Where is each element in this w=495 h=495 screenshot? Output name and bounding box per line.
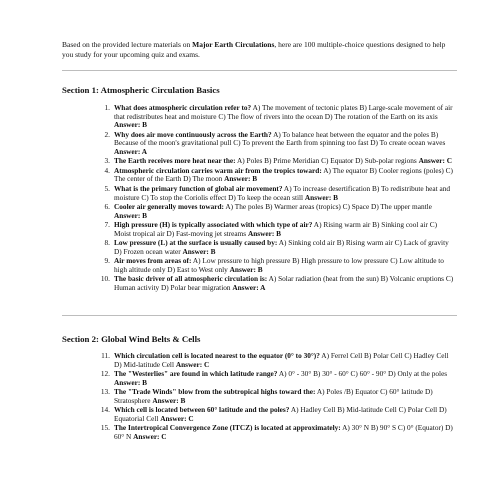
question-answer: Answer: C [175, 359, 210, 369]
question-text: Cooler air generally moves toward: [114, 201, 224, 211]
divider-middle [62, 315, 457, 316]
question-options: A) Sinking cold air B) Rising warm air C) Lack of gravity D) Frozen ocean water [114, 238, 449, 256]
section-1-title: Section 1: Atmospheric Circulation Basics [62, 85, 220, 95]
question-text: High pressure (H) is typically associated with which type of air? [114, 220, 313, 230]
question-options: A) 0° - 30° B) 30° - 60° C) 60° - 90° D) Only at the poles [278, 369, 448, 379]
question-item [62, 424, 455, 441]
intro-paragraph [62, 40, 457, 60]
question-answer: Answer: B [182, 246, 216, 256]
question-text: Why does air move continuously across the Earth? [114, 129, 272, 139]
question-options: A) The movement of tectonic plates B) Large-scale movement of air that redistributes heat and moisture C) The flow of rivers into the ocean D) The rotation of the Earth on its axis [114, 103, 453, 121]
question-text: The Intertropical Convergence Zone (ITCZ) is located at approximately: [114, 423, 341, 433]
question-item [62, 257, 455, 274]
question-answer: Answer: C [418, 156, 453, 166]
question-text: Air moves from areas of: [114, 256, 192, 266]
question-number: 14. [100, 405, 110, 415]
divider-top [62, 70, 457, 71]
section-2-question-list [62, 352, 455, 442]
question-options: A) Low pressure to high pressure B) High pressure to low pressure C) Low altitude to high altitude only D) East to West only [114, 256, 444, 274]
question-item [62, 275, 455, 292]
question-text: The Earth receives more heat near the: [114, 156, 236, 166]
question-text: The "Westerlies" are found in which latitude range? [114, 369, 278, 379]
question-options: A) The poles B) Warmer areas (tropics) C) Space D) The upper mantle [225, 201, 432, 211]
question-number: 5. [104, 183, 110, 193]
question-answer: Answer: B [114, 120, 148, 130]
question-item [62, 352, 455, 369]
question-options: A) To increase desertification B) To redistribute heat and moisture C) To stop the Coriolis effect D) To keep the ocean still [114, 183, 450, 202]
question-options: A) Ferrel Cell B) Polar Cell C) Hadley Cell D) Mid-latitude Cell [114, 351, 449, 369]
question-answer: Answer: C [160, 413, 194, 423]
question-answer: Answer: A [232, 282, 266, 292]
question-text: The basic driver of all atmospheric circulation is: [114, 274, 268, 284]
question-item [62, 167, 455, 184]
question-answer: Answer: C [133, 431, 167, 441]
question-options: A) Solar radiation (heat from the sun) B) Volcanic eruptions C) Human activity D) Polar bear migration [114, 274, 454, 292]
question-options: A) To balance heat between the equator and the poles B) Because of the moon's gravitational pull C) To prevent the Earth from spinning too fast D) To create ocean waves [114, 129, 446, 148]
question-number: 15. [100, 423, 110, 433]
question-number: 3. [104, 156, 110, 166]
question-number: 6. [104, 201, 110, 211]
question-answer: Answer: B [224, 174, 258, 184]
question-text: Low pressure (L) at the surface is usually caused by: [114, 238, 278, 248]
question-text: Which cell is located between 60° latitude and the poles? [114, 405, 290, 415]
question-item [62, 185, 455, 202]
question-options: A) 30° N B) 90° S C) 0° (Equator) D) 60° N [114, 423, 453, 441]
question-number: 4. [104, 165, 110, 175]
question-number: 9. [104, 256, 110, 266]
question-number: 2. [104, 129, 110, 139]
question-item [62, 131, 455, 157]
question-text: Which circulation cell is located nearest to the equator (0° to 30°)? [114, 351, 320, 360]
question-item [62, 221, 455, 238]
question-options: A) Rising warm air B) Sinking cool air C) Moist tropical air D) Fast-moving jet streams [114, 220, 438, 238]
question-item [62, 370, 455, 387]
question-options: A) Poles /B) Equator C) 60° latitude D) Stratosphere [114, 387, 433, 405]
question-number: 10. [100, 274, 110, 284]
intro-text-after: , here are 100 multiple-choice questions designed to help you study for your upcoming quiz and exams. [62, 40, 446, 59]
question-item [62, 388, 455, 405]
question-item [62, 406, 455, 423]
question-text: Atmospheric circulation carries warm air from the tropics toward: [114, 165, 322, 175]
question-answer: Answer: B [247, 228, 282, 238]
question-item [62, 157, 455, 166]
question-number: 1. [104, 103, 110, 112]
intro-topic: Major Earth Circulations [192, 40, 275, 49]
question-number: 7. [104, 220, 110, 230]
question-options: A) Poles B) Prime Meridian C) Equator D) Sub-polar regions [237, 156, 417, 166]
question-answer: Answer: B [229, 264, 263, 274]
section-1-question-list [62, 104, 455, 293]
question-number: 8. [104, 238, 110, 248]
question-options: A) The equator B) Cooler regions (poles) C) The center of the Earth D) The moon [114, 165, 453, 184]
question-answer: Answer: B [114, 377, 148, 387]
question-options: A) Hadley Cell B) Mid-latitude Cell C) Polar Cell D) Equatorial Cell [114, 405, 447, 423]
section-2-title: Section 2: Global Wind Belts & Cells [62, 334, 201, 344]
intro-text-before: Based on the provided lecture materials on [62, 40, 193, 49]
question-answer: Answer: A [114, 146, 148, 156]
question-answer: Answer: B [152, 395, 186, 405]
question-number: 13. [100, 387, 110, 397]
question-number: 12. [100, 369, 110, 379]
question-item [62, 239, 455, 256]
question-text: The "Trade Winds" blow from the subtropical highs toward the: [114, 387, 316, 397]
question-text: What is the primary function of global air movement? [114, 183, 283, 193]
question-item [62, 104, 455, 130]
question-item [62, 203, 455, 220]
question-text: What does atmospheric circulation refer to? [114, 103, 252, 112]
question-number: 11. [101, 351, 110, 360]
question-answer: Answer: B [114, 210, 148, 220]
question-answer: Answer: B [304, 192, 338, 202]
